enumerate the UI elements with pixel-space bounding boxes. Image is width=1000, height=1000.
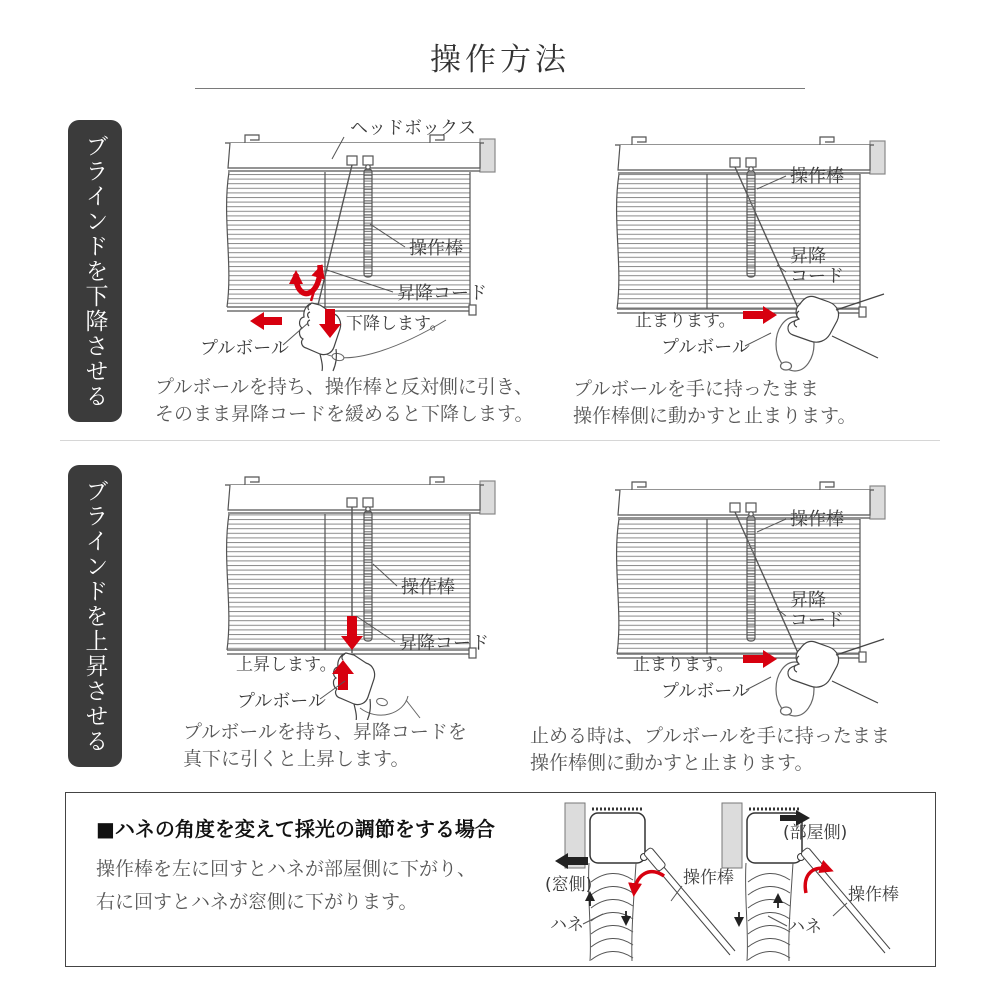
cord-label-line2: コード (790, 610, 844, 631)
action-label: 止まります。 (635, 311, 736, 331)
rod-label: 操作棒 (790, 509, 844, 530)
diagram-raise-stop (565, 450, 955, 720)
vane-label: ハネ (788, 917, 822, 937)
rod-label: 操作棒 (683, 868, 734, 888)
caption-raise-left: プルボールを持ち、昇降コードを 真下に引くと上昇します。 (183, 721, 467, 770)
caption-raise-right: 止める時は、プルボールを手に持ったまま 操作棒側に動かすと止まります。 (530, 725, 890, 774)
caption-lower-left: プルボールを持ち、操作棒と反対側に引き、 そのまま昇降コードを緩めると下降します。 (155, 376, 534, 425)
diagram-lower-pull (150, 105, 560, 375)
diagram-lower-stop (565, 105, 955, 375)
pull-ball-label: プルボール (661, 337, 750, 358)
control-rod (364, 169, 372, 277)
headbox (590, 813, 645, 863)
pull-ball-label: プルボール (661, 681, 750, 702)
vane-diagram-window-side (545, 803, 735, 961)
vane-label: ハネ (550, 915, 584, 935)
pull-ball (376, 697, 388, 706)
rod-label: 操作棒 (409, 238, 463, 259)
headbox-label: ヘッドボックス (350, 118, 476, 139)
cord-label: 昇降コード (399, 633, 489, 654)
control-rod (747, 171, 755, 277)
pull-ball-label: プルボール (237, 691, 326, 712)
vane-angle-body: 操作棒を左に回すとハネが部屋側に下がり、 右に回すとハネが窓側に下がります。 (96, 858, 477, 914)
arrow-left-icon (250, 312, 282, 330)
control-rod (747, 516, 755, 641)
section-divider (60, 440, 940, 441)
control-rod (364, 511, 372, 641)
room-side-label: (部屋側) (783, 823, 848, 843)
wall (722, 803, 742, 868)
pull-ball-label: プルボール (200, 338, 289, 359)
cord-label-line1: 昇降 (790, 590, 826, 611)
vane-angle-diagrams (540, 796, 940, 964)
rod-label: 操作棒 (790, 166, 844, 187)
vane-angle-heading: ■ハネの角度を変えて採光の調節をする場合 (96, 817, 495, 841)
page-title: 操作方法 (430, 42, 570, 78)
cord-label-line1: 昇降 (790, 246, 826, 267)
section-label-raise: ブラインドを上昇させる (68, 465, 122, 767)
blind-drawing (615, 137, 885, 317)
action-label: 下降します。 (346, 314, 447, 334)
caption-lower-right: プルボールを手に持ったまま 操作棒側に動かすと止まります。 (573, 378, 857, 427)
action-label: 上昇します。 (236, 655, 337, 675)
action-label: 止まります。 (633, 655, 734, 675)
diagram-raise-pull (150, 450, 560, 720)
blind-drawing (615, 482, 885, 662)
title-underline (195, 88, 805, 89)
pull-ball (331, 352, 344, 361)
section-label-lower: ブラインドを下降させる (68, 120, 122, 422)
blind-drawing (225, 477, 495, 658)
rotate-ccw-arrow-icon (634, 872, 664, 893)
rod-label: 操作棒 (401, 577, 455, 598)
window-side-label: (窓側) (545, 875, 593, 895)
rod-label: 操作棒 (848, 885, 899, 905)
rotate-cw-arrow-icon (805, 868, 830, 893)
cord-label-line2: コード (790, 266, 844, 287)
vane-diagram-room-side (722, 803, 899, 961)
cord-label: 昇降コード (397, 283, 487, 304)
